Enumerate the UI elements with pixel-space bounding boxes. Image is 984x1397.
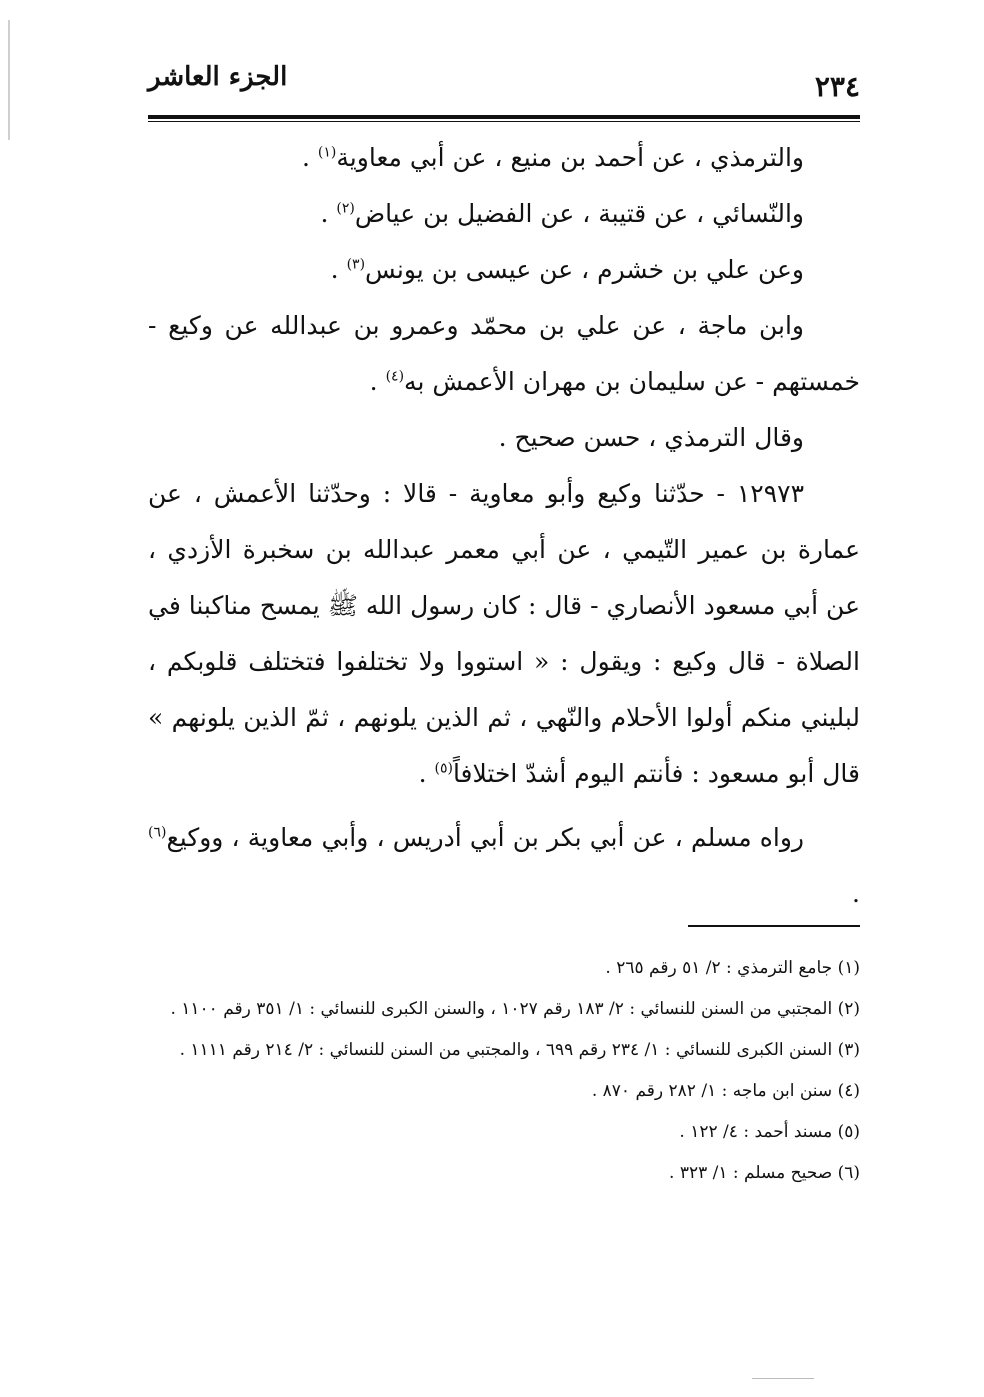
period: . bbox=[852, 879, 860, 908]
footnote-ref[interactable]: (١) bbox=[317, 144, 337, 161]
page-header bbox=[148, 56, 860, 118]
period: . bbox=[302, 143, 310, 172]
text-span: وعن علي بن خشرم ، عن عيسى بن يونس bbox=[365, 255, 804, 284]
text-line bbox=[148, 130, 860, 186]
footnote: (٢) المجتبي من السنن للنسائي : ٢/ ١٨٣ رقم ١٠٢٧ ، والسنن الكبرى للنسائي : ١/ ٣٥١ رقم ١١٠٠ . bbox=[170, 999, 860, 1019]
page-number: ٢٣٤ bbox=[814, 70, 860, 103]
volume-title: الجزء العاشر bbox=[148, 62, 288, 92]
text-span: رواه مسلم ، عن أبي بكر بن أبي أدريس ، وأبي معاوية ، ووكيع bbox=[166, 823, 804, 852]
footnote: (٦) صحيح مسلم : ١/ ٣٢٣ . bbox=[669, 1163, 860, 1183]
footnote-ref[interactable]: (٣) bbox=[346, 256, 366, 273]
period: . bbox=[418, 759, 427, 788]
header-rule-thin bbox=[148, 121, 860, 122]
footnote: (١) جامع الترمذي : ٢/ ٥١ رقم ٢٦٥ . bbox=[605, 958, 860, 978]
text-line: وقال الترمذي ، حسن صحيح . bbox=[498, 423, 804, 452]
footnote-ref[interactable]: (٥) bbox=[434, 760, 453, 777]
text-span: والنّسائي ، عن قتيبة ، عن الفضيل بن عياض bbox=[354, 199, 804, 228]
period: . bbox=[320, 199, 329, 228]
footnote: (٤) سنن ابن ماجه : ١/ ٢٨٢ رقم ٨٧٠ . bbox=[591, 1081, 860, 1101]
text-span: ١٢٩٧٣ - حدّثنا وكيع وأبو معاوية - قالا : وحدّثنا الأعمش ، عن عمارة بن عمير التّيمي ، عن أبي معمر عبدالله بن سخبرة الأزدي ، عن أبي مسعود الأنصاري - قال : كان رسول الله ﷺ يمسح مناكبنا في الصلاة - قال وكيع : ويقول : « استووا ولا تختلفوا فتختلف قلوبكم ، لبليني منكم أولوا الأحلام والنّهي ، ثم الذين يلونهم ، ثمّ الذين يلونهم » قال أبو مسعود : فأنتم اليوم أشدّ اختلافاً bbox=[148, 479, 860, 788]
text-paragraph bbox=[148, 298, 860, 410]
main-text bbox=[148, 130, 860, 922]
text-span: وابن ماجة ، عن علي بن محمّد وعمرو بن عبدالله عن وكيع - خمستهم - عن سليمان بن مهران الأعمش به bbox=[148, 311, 860, 396]
footnotes bbox=[148, 948, 860, 1194]
period: . bbox=[330, 255, 339, 284]
header-rule-thick bbox=[148, 115, 860, 119]
footnote-ref[interactable]: (٦) bbox=[148, 824, 167, 841]
hadith-paragraph bbox=[148, 466, 860, 802]
text-span: والترمذي ، عن أحمد بن منيع ، عن أبي معاوية bbox=[336, 143, 804, 172]
footnote: (٥) مسند أحمد : ٤/ ١٢٢ . bbox=[679, 1122, 860, 1142]
footnote-separator bbox=[688, 925, 860, 927]
footnote: (٣) السنن الكبرى للنسائي : ١/ ٢٣٤ رقم ٦٩٩ ، والمجتبي من السنن للنسائي : ٢/ ٢١٤ رقم ١١١١ . bbox=[179, 1040, 860, 1060]
scan-mark bbox=[752, 1378, 814, 1389]
text-line bbox=[148, 242, 860, 298]
period: . bbox=[369, 367, 378, 396]
footnote-ref[interactable]: (٢) bbox=[336, 200, 355, 217]
text-paragraph bbox=[148, 810, 860, 922]
text-line bbox=[148, 186, 860, 242]
scan-edge-line bbox=[8, 20, 10, 140]
footnote-ref[interactable]: (٤) bbox=[385, 368, 405, 385]
